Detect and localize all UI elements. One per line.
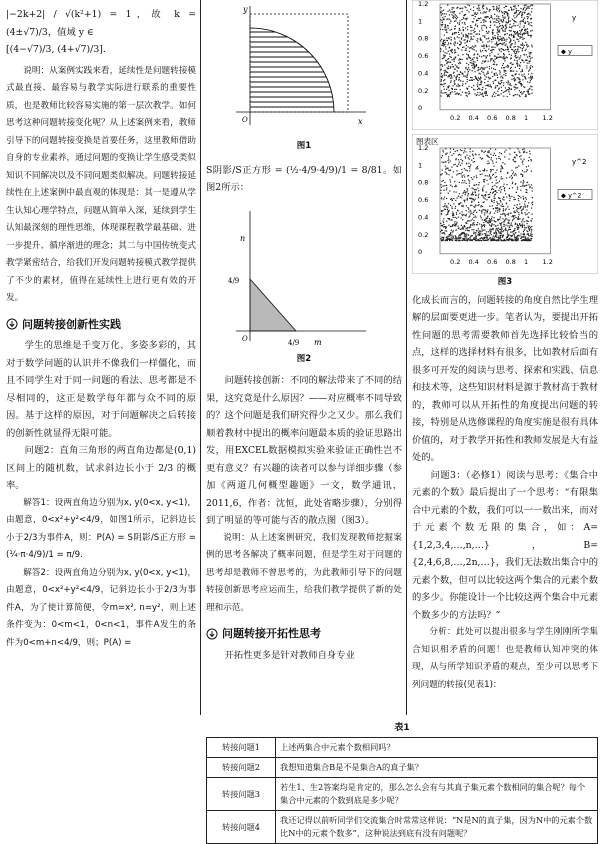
x-tick-label: 0.4 (468, 113, 479, 122)
y-tick-label: 1 (418, 161, 423, 170)
analysis-paragraph: 分析：此处可以提出很多与学生刚刚所学集合知识相矛盾的问题！也是教师认知冲突的体现，从与所学知识矛盾的观点，至少可以思考下列问题的转接(见表1)： (412, 627, 598, 690)
y-tick-label: 1.2 (418, 0, 429, 8)
fig1-axis-y: y (243, 5, 248, 14)
table-row (207, 778, 598, 811)
x-tick-label: 0.2 (450, 257, 461, 266)
y-tick-label: 0.6 (418, 52, 429, 61)
y-tick-label: 0 (418, 248, 423, 257)
y-tick-label: 0.6 (418, 196, 429, 205)
row-text: 我还记得以前听同学们交流集合时常常这样说：“N是N的真子集，因为N中的元素个数比N中的元素个数多”，这种说法到底有没有问题呢？ (276, 811, 598, 844)
row-head: 转接问题1 (207, 738, 276, 758)
fig2-tick-x: 4/9 (288, 338, 300, 347)
x-tick-label: 1.2 (542, 257, 553, 266)
x-tick-label: 1 (524, 113, 529, 122)
plot-legend: ◆ y^2 (561, 191, 582, 200)
x-tick-label: 1.2 (542, 113, 553, 122)
y-tick-label: 0 (418, 104, 423, 113)
row-head: 转接问题2 (207, 758, 276, 778)
fig2-axis-n: n (240, 233, 246, 243)
fig1-axis-x: x (358, 117, 363, 126)
x-tick-label: 0.8 (505, 113, 516, 122)
row-head: 转接问题3 (207, 778, 276, 811)
y-tick-label: 0.8 (418, 178, 429, 187)
body-paragraph: 学生的思维是千变万化、多姿多彩的，其对于数学问题的认识并不像我们一样僵化，而且不同学生对于同一问题的看法、思考都是不尽相同的，这正是数学每年都与众不同的原因。基于这样的原因，对于问题解决之后转接的创新性就显得无限可能。 (6, 340, 196, 439)
transfer-table (206, 737, 598, 844)
y-tick-label: 0.4 (418, 213, 429, 222)
scatter-plot-2 (412, 134, 598, 274)
fig1-origin: O (242, 116, 248, 124)
table-row (207, 758, 598, 778)
problem-2: 问题2：直角三角形的两直角边都是(0,1)区间上的随机数，试求斜边长小于 2/3 的概率。 (6, 445, 196, 491)
y-tick-label: 1.2 (418, 144, 429, 152)
plot-axis-label: y (572, 14, 577, 22)
x-tick-label: 0.6 (487, 113, 498, 122)
figure-1-caption: 图1 (296, 141, 312, 151)
figure-3-caption: 图3 (497, 277, 513, 287)
table-1 (206, 720, 598, 844)
y-tick-label: 0.8 (418, 34, 429, 43)
figure-2-caption: 图2 (296, 353, 312, 364)
problem-3: 问题3：（必修1）阅读与思考：《集合中元素的个数》最后提出了一个思考：“有限集合中元素的个数，我们可以一一数出来，而对于元素个数无限的集合，如：A={1,2,3,4,…,n,…}，B={2,4,6,8,…,2n,…}，我们无法数出集合中的元素个数，但可以比较这两个集合的元素个数的多少。你能设计一个比较这两个集合中元素个数多少的方法吗？” (412, 469, 598, 621)
x-tick-label: 1 (524, 257, 529, 266)
column-divider (200, 0, 201, 715)
column-left (6, 0, 196, 652)
solution-2: 解答2：设两直角边分别为x, y(0<x, y<1)，由题意，0<x²+y²<4/9，记斜边长小于2/3为事件A，为了使计算简便，令m=x², n=y²，则上述条件变为：0<m<1，0<n<1，事件A发生的条件为0<m+n<4/9，则；P(A) = (6, 567, 196, 648)
note-paragraph: 说明：从上述案例研究，我们发现教师挖掘案例的思考各解决了概率问题，但是学生对于问题的思考却是教师不曾思考的，为此教师引导下的问题转接创新思考应运而生，给我们教学提供了新的处理和示范。 (206, 532, 402, 613)
scatter-plot-1 (412, 0, 598, 130)
section-heading: 问题转接开拓性思考 (206, 625, 402, 643)
plot-legend: ◆ y (561, 47, 572, 56)
y-tick-label: 0.2 (418, 230, 429, 239)
x-tick-label: 0.4 (468, 257, 479, 266)
note-paragraph: 说明：从案例实践来看，延续性是问题转接模式最直接、最容易与教学实际进行联系的重要性质，也是教师比较容易实施的第一层次教学。如何思考这种问题转接变化呢？从上述案例来看，教师引导下的问题转接变换是首要任务，这里教师借助自身的专业素养，通过问题的变换让学生感受类似知识不同解决以及不同问题类似解决。问题转接延续性在上述案例中最直观的体现是：其一是遵从学生认知心理学特点，问题从简单入深，延续到学生认知最深刻的理性思维，体现课程教学最基础、进一步提升、循序渐进的理念；其二与中国传统变式教学紧密结合，给我们开发问题转接模式教学提供了不少的素材，值得在延续性上进行更有效的开发。 (6, 65, 196, 303)
column-middle (206, 0, 402, 664)
body-paragraph: 问题转接创新：不同的解法带来了不同的结果，这究竟是什么原因？——对应概率不同导致的？这个问题是我们研究得少之又少。那么我们顺着教材中提出的概率问题最本质的验证思路出发，用EXCEL数据模拟实验来验证正确性岂不更有意义？有兴趣的读者可以参与详细步骤（参加《两道几何概型趣题》一文，数学通讯，2011,6，作者：沈恒，此处省略步骤），分别得到了明显的等可能与否的散点图（图3）。 (206, 375, 402, 526)
figure-1 (206, 0, 402, 138)
table-row (207, 738, 598, 758)
x-tick-label: 0.2 (450, 113, 461, 122)
fig2-origin: O (242, 334, 248, 343)
y-tick-label: 0.4 (418, 69, 429, 78)
area-formula: S阴影/S正方形 = (½·4/9·4/9)/1 = 8/81。如图2所示： (206, 164, 402, 193)
row-head: 转接问题4 (207, 811, 276, 844)
y-tick-label: 0.2 (418, 86, 429, 95)
solution-1: 解答1：设两直角边分别为x, y(0<x, y<1)，由题意，0<x²+y²<4/9，如图1所示，记斜边长小于2/3为事件A，则：P(A) = S阴影/S正方形 = (¼·π·4/9)/1 = π/9. (6, 497, 196, 560)
y-tick-label: 1 (418, 17, 423, 26)
opening-formula: |−2k+2| / √(k²+1) = 1，故 k = (4±√7)/3，值域 y ∈ [(4−√7)/3, (4+√7)/3]. (6, 9, 196, 55)
figure-2 (206, 201, 402, 351)
row-text: 我想知道集合B是不是集合A的真子集？ (276, 758, 598, 778)
column-divider (406, 0, 407, 715)
body-paragraph: 化成长而言的，问题转接的角度自然比学生理解的层面要更进一步。笔者认为，要提出开拓性问题的思考需要教师首先选择比较恰当的点，这样的选择材料有很多，比如教材后面有很多可开发的阅读与思考、探索和实践、信息和技术等，这些知识材料是源于教材高于教材的，教师可以从开拓性的角度提出问题的转接，特别是从选修课程的角度实施是很有具体价值的，对于教学开拓性和教师发展是大有益处的。 (412, 294, 598, 463)
section-arrow-icon (6, 318, 18, 330)
row-text: 上述两集合中元素个数相同吗？ (276, 738, 598, 758)
plot-axis-label: y^2 (572, 158, 587, 166)
fig2-tick-y: 4/9 (228, 276, 240, 285)
x-tick-label: 0.8 (505, 257, 516, 266)
section-heading: 问题转接创新性实践 (6, 316, 196, 334)
row-text: 若生1、生2答案均是肯定的，那么怎么会有与其真子集元素个数相同的集合呢？每个集合中元素的个数到底是多少呢？ (276, 778, 598, 811)
fig2-axis-m: m (314, 337, 322, 347)
x-tick-label: 0.6 (487, 257, 498, 266)
plot-title: 图表区 (416, 137, 439, 146)
body-paragraph: 开拓性更多是针对教师自身专业 (224, 649, 355, 661)
section-arrow-icon (206, 628, 218, 640)
table-caption: 表1 (394, 723, 410, 733)
column-right (412, 0, 598, 694)
